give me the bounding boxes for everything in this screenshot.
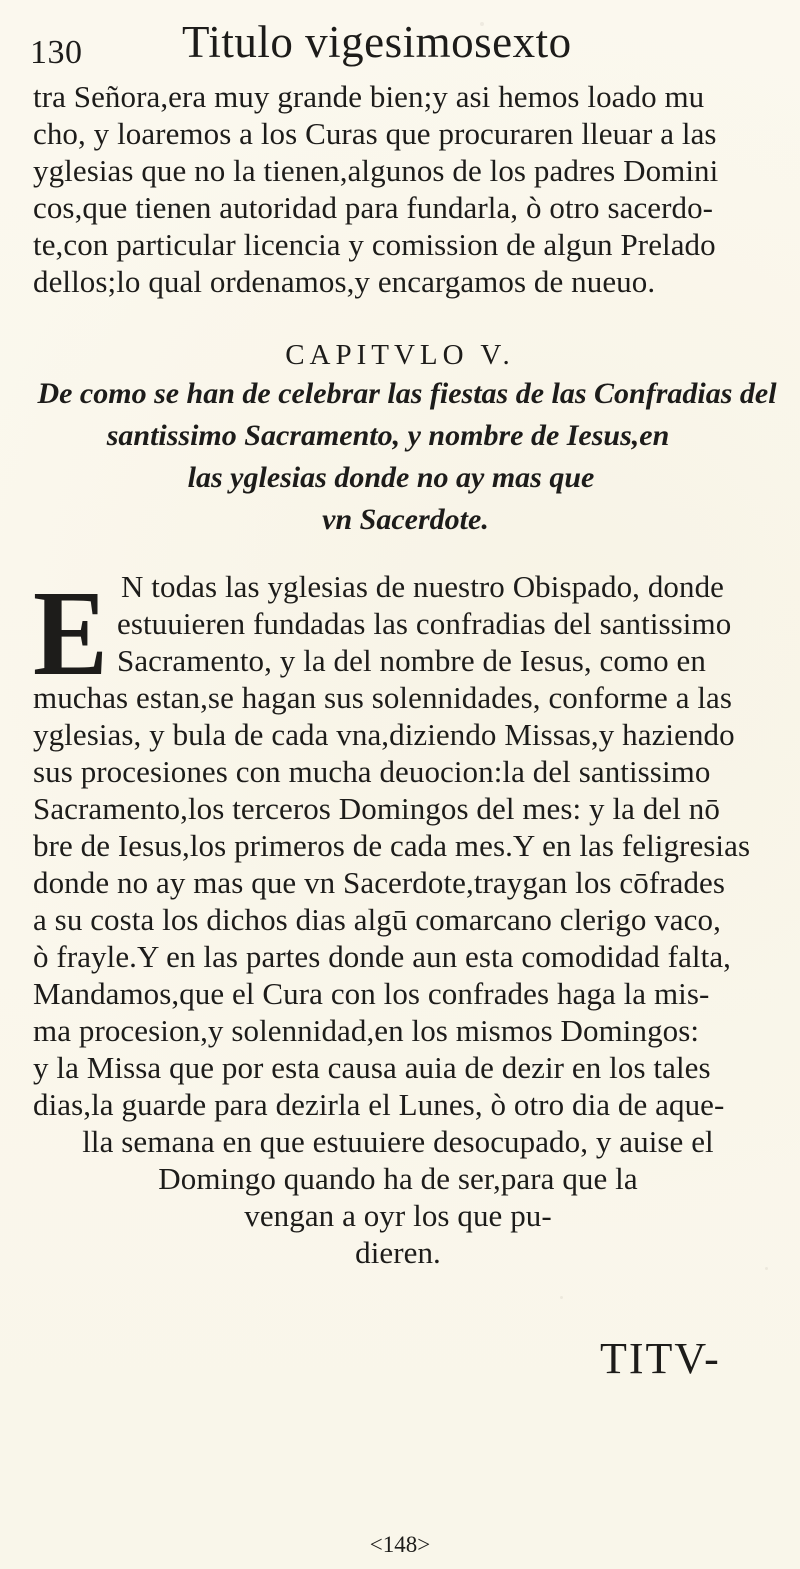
folio-number: <148> — [369, 1532, 431, 1557]
rubric-line: las yglesias donde no ay mas que — [187, 461, 595, 494]
intro-paragraph — [33, 78, 763, 300]
intro-line: cos,que tienen autoridad para fundarla, ò otro sacerdo- — [33, 190, 714, 225]
body-line: lla semana en que estuuiere desocupado, y auise el — [82, 1124, 714, 1159]
rubric-line: santissimo Sacramento, y nombre de Iesus,en — [106, 419, 670, 452]
drop-cap: E — [33, 566, 108, 701]
body-line: Domingo quando ha de ser,para que la — [158, 1161, 638, 1196]
page-number: 130 — [30, 34, 83, 71]
body-line: yglesias, y bula de cada vna,diziendo Missas,y haziendo — [33, 717, 735, 752]
intro-line: cho, y loaremos a los Curas que procuraren lleuar a las — [33, 116, 717, 151]
paper-speck — [765, 1267, 768, 1270]
chapter-rubric — [0, 373, 800, 541]
body-line: donde no ay mas que vn Sacerdote,traygan los cōfrades — [33, 865, 726, 900]
intro-line: te,con particular licencia y comission de algun Prelado — [33, 227, 716, 262]
rubric-line: vn Sacerdote. — [322, 503, 489, 536]
body-line: estuuieren fundadas las confradias del santissimo — [117, 606, 732, 641]
body-line: ò frayle.Y en las partes donde aun esta comodidad falta, — [33, 939, 731, 974]
body-line: Sacramento,los terceros Domingos del mes: y la del nō — [33, 791, 720, 826]
body-line: vengan a oyr los que pu- — [244, 1198, 552, 1233]
chapter-heading: CAPITVLO V. — [285, 339, 515, 371]
body-line: N todas las yglesias de nuestro Obispado, donde — [121, 569, 724, 604]
intro-line: yglesias que no la tienen,algunos de los padres Domini — [33, 153, 719, 188]
body-line: y la Missa que por esta causa auia de dezir en los tales — [33, 1050, 711, 1085]
running-head — [22, 10, 582, 80]
body-line: ma procesion,y solennidad,en los mismos Domingos: — [33, 1013, 700, 1048]
body-line: a su costa los dichos dias algū comarcano clerigo vaco, — [33, 902, 721, 937]
body-line: dieren. — [355, 1235, 441, 1270]
intro-line: dellos;lo qual ordenamos,y encargamos de nueuo. — [33, 264, 656, 299]
body-line: sus procesiones con mucha deuocion:la del santissimo — [33, 754, 711, 789]
intro-line: tra Señora,era muy grande bien;y asi hemos loado mu — [33, 79, 705, 114]
paper-speck — [560, 1296, 563, 1299]
body-line: bre de Iesus,los primeros de cada mes.Y en las feligresias — [33, 828, 751, 863]
body-line: dias,la guarde para dezirla el Lunes, ò otro dia de aque- — [33, 1087, 725, 1122]
main-paragraph — [33, 568, 763, 1271]
rubric-line: De como se han de celebrar las fiestas de las Confradias del — [37, 377, 777, 410]
catchword: TITV- — [600, 1334, 721, 1383]
body-line: muchas estan,se hagan sus solennidades, conforme a las — [33, 680, 733, 715]
body-line: Sacramento, y la del nombre de Iesus, como en — [117, 643, 706, 678]
running-title: Titulo vigesimosexto — [182, 17, 572, 67]
body-line: Mandamos,que el Cura con los confrades haga la mis- — [33, 976, 710, 1011]
